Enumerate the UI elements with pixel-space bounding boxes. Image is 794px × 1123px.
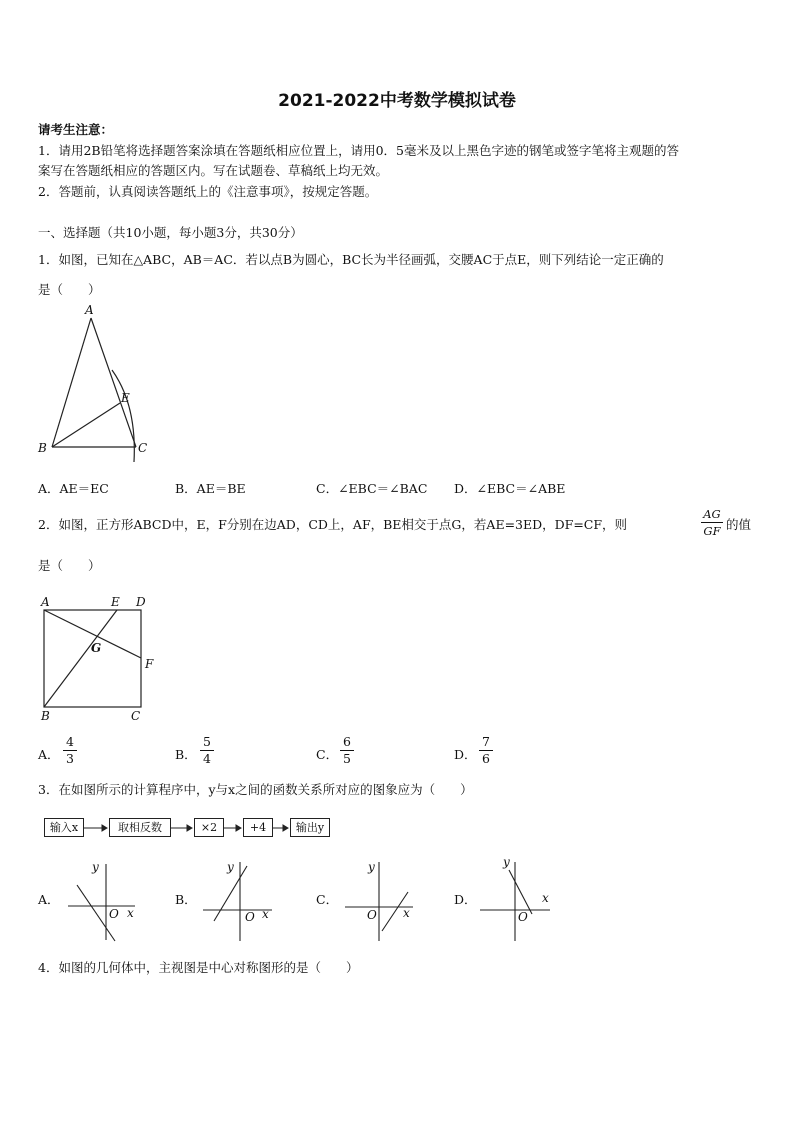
graph-c-x-label: x (403, 906, 410, 920)
flow-times2-box: ×2 (194, 818, 224, 837)
graph-b-y-label: y (227, 860, 234, 874)
graph-c-origin: O (367, 908, 377, 922)
graph-a-origin: O (109, 907, 119, 921)
graph-c-y-label: y (368, 860, 375, 874)
q2-option-c-letter[interactable]: C． (316, 747, 339, 762)
flow-input-box: 输入x (44, 818, 84, 837)
q2-label-g: G (91, 641, 102, 655)
q1-option-a[interactable]: A．AE＝EC (38, 481, 109, 496)
q2-label-d: D (136, 595, 146, 609)
q2-option-d-den: 6 (482, 751, 490, 766)
q2-label-a: A (41, 595, 50, 609)
q1-option-c[interactable]: C．∠EBC＝∠BAC (316, 481, 428, 496)
q2-label-e: E (111, 595, 120, 609)
q1-label-e: E (121, 391, 130, 405)
question-1-text: 1．如图，已知在△ABC，AB＝AC．若以点B为圆心，BC长为半径画弧，交腰AC于点E，则下列结论一定正确的 (38, 252, 664, 267)
q2-label-b: B (41, 709, 50, 723)
q2-option-b-letter[interactable]: B． (175, 747, 197, 762)
notice-line-1b: 案写在答题纸相应的答题区内。写在试题卷、草稿纸上均无效。 (38, 163, 389, 178)
q3-option-a[interactable]: A． (38, 892, 60, 907)
q2-option-d-num: 7 (479, 734, 493, 751)
q1-option-d[interactable]: D．∠EBC＝∠ABE (454, 481, 566, 496)
q1-label-b: B (38, 441, 47, 455)
q2-option-a-letter[interactable]: A． (38, 747, 60, 762)
q3-option-c[interactable]: C． (316, 892, 339, 907)
q2-label-f: F (145, 657, 154, 671)
graph-d-line (509, 870, 532, 914)
q1-option-b[interactable]: B．AE＝BE (175, 481, 246, 496)
section-heading: 一、选择题（共10小题，每小题3分，共30分） (38, 225, 303, 240)
flow-output-box: 输出y (290, 818, 330, 837)
q2-option-b-den: 4 (203, 751, 211, 766)
graph-a-x-label: x (127, 906, 134, 920)
graph-d-y-label: y (503, 855, 510, 869)
question-1-text-2: 是（ ） (38, 282, 101, 297)
page-title: 2021-2022中考数学模拟试卷 (278, 91, 516, 111)
q2-option-c-den: 5 (343, 751, 351, 766)
question-2-text-2: 是（ ） (38, 558, 101, 573)
q2-label-c: C (131, 709, 141, 723)
graph-b-x-label: x (262, 907, 269, 921)
q3-option-d[interactable]: D． (454, 892, 477, 907)
q2-option-b-num: 5 (200, 734, 214, 751)
q2-fraction-denominator: GF (703, 524, 721, 538)
graph-d-x-label: x (542, 891, 549, 905)
q1-label-a: A (85, 303, 94, 317)
q1-label-c: C (138, 441, 148, 455)
notice-heading: 请考生注意： (38, 122, 114, 137)
graph-b-line (214, 866, 247, 921)
flow-negate-box: 取相反数 (109, 818, 171, 837)
question-2-text: 2．如图，正方形ABCD中，E，F分别在边AD，CD上，AF，BE相交于点G，若AE=3ED，DF=CF，则 (38, 517, 628, 532)
q2-fraction-numerator: AG (701, 506, 723, 523)
flow-plus4-box: +4 (243, 818, 273, 837)
q3-option-b[interactable]: B． (175, 892, 197, 907)
notice-line-2: 2．答题前，认真阅读答题纸上的《注意事项》，按规定答题。 (38, 184, 378, 199)
q2-option-c-num: 6 (340, 734, 354, 751)
graph-a-y-label: y (92, 860, 99, 874)
graph-d-origin: O (518, 910, 528, 924)
question-3-text: 3．在如图所示的计算程序中，y与x之间的函数关系所对应的图象应为（ ） (38, 782, 473, 797)
q2-option-a-num: 4 (63, 734, 77, 751)
notice-line-1: 1．请用2B铅笔将选择题答案涂填在答题纸相应位置上，请用0．5毫米及以上黑色字迹的钢笔或签字笔将主观题的答 (38, 143, 679, 158)
q2-option-a-den: 3 (66, 751, 74, 766)
question-2-text-tail: 的值 (726, 517, 752, 532)
graph-b-origin: O (245, 910, 255, 924)
q2-option-d-letter[interactable]: D． (454, 747, 477, 762)
question-4-text: 4．如图的几何体中，主视图是中心对称图形的是（ ） (38, 960, 359, 975)
